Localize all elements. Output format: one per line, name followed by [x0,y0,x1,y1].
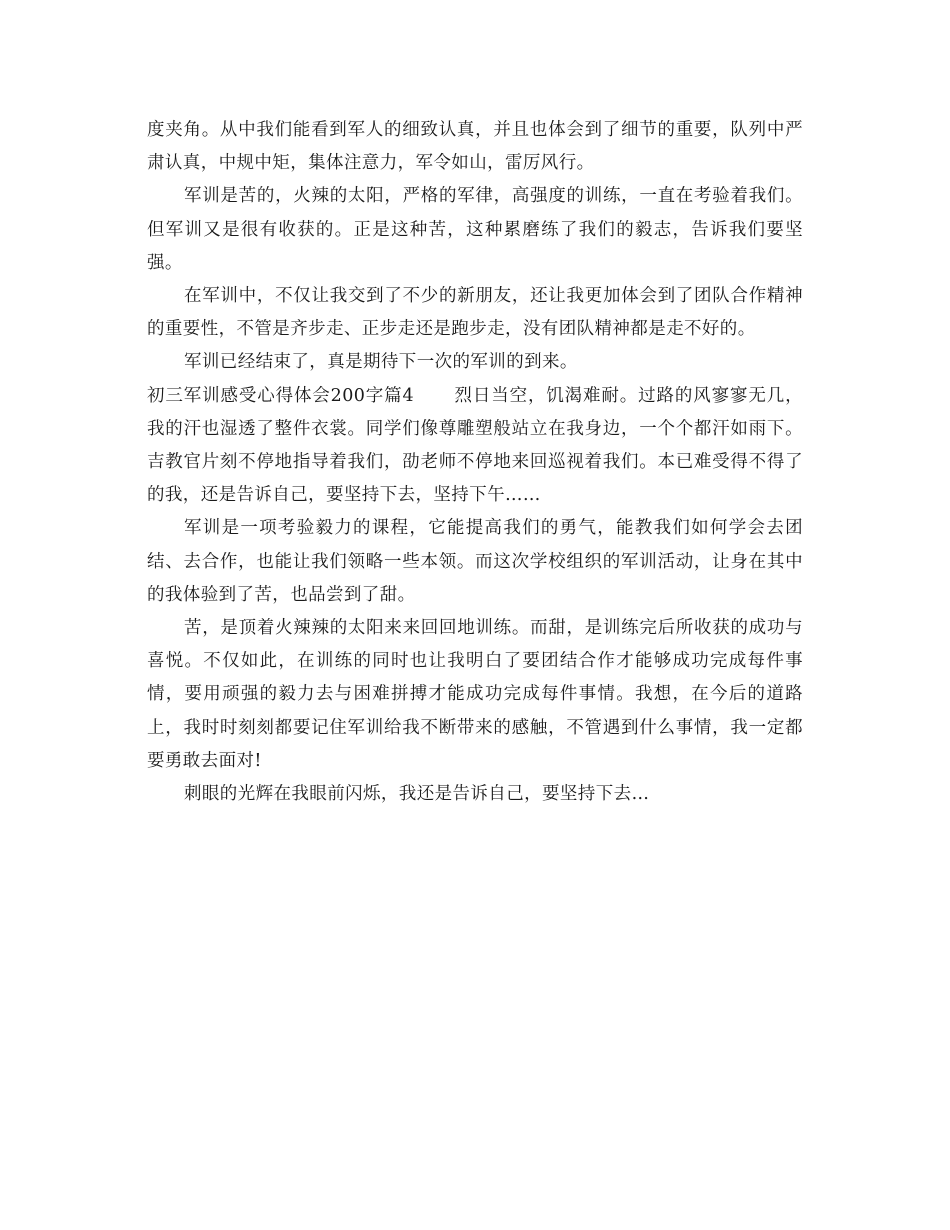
paragraph: 军训已经结束了，真是期待下一次的军训的到来。 [184,352,578,373]
section-first-text: 烈日当空，饥渴难耐。过路的风寥寥无几，我的汗也湿透了整件衣裳。同学们像尊雕塑般站立在我身边，一个个都汗如雨下。吉教官片刻不停地指导着我们，劭老师不停地来回巡视着我们。本已难受得不得了的我，还是告诉自己，要坚持下去，坚持下午…… [147,385,803,506]
paragraph: 在军训中，不仅让我交到了不少的新朋友，还让我更加体会到了团队合作精神的重要性，不管是齐步走、正步走还是跑步走，没有团队精神都是走不好的。 [147,286,803,340]
paragraph: 军训是苦的，火辣的太阳，严格的军律，高强度的训练，一直在考验着我们。但军训又是很有收获的。正是这种苦，这种累磨练了我们的毅志，告诉我们要坚强。 [147,186,803,273]
paragraph-continuation: 度夹角。从中我们能看到军人的细致认真，并且也体会到了细节的重要，队列中严肃认真，中规中矩，集体注意力，军令如山，雷厉风行。 [147,120,803,174]
paragraph: 苦，是顶着火辣辣的太阳来来回回地训练。而甜，是训练完后所收获的成功与喜悦。不仅如此，在训练的同时也让我明白了要团结合作才能够成功完成每件事情，要用顽强的毅力去与困难拼搏才能成功完成每件事情。我想，在今后的道路上，我时时刻刻都要记住军训给我不断带来的感触，不管遇到什么事情，我一定都要勇敢去面对! [147,618,803,771]
section-paragraph [147,380,803,513]
section-title: 初三军训感受心得体会200字篇4 [147,385,415,406]
paragraph: 刺眼的光辉在我眼前闪烁，我还是告诉自己，要坚持下去… [184,784,650,805]
paragraph: 军训是一项考验毅力的课程，它能提高我们的勇气，能教我们如何学会去团结、去合作，也能让我们领略一些本领。而这次学校组织的军训活动，让身在其中的我体验到了苦，也品尝到了甜。 [147,518,803,605]
document-body [147,114,803,811]
